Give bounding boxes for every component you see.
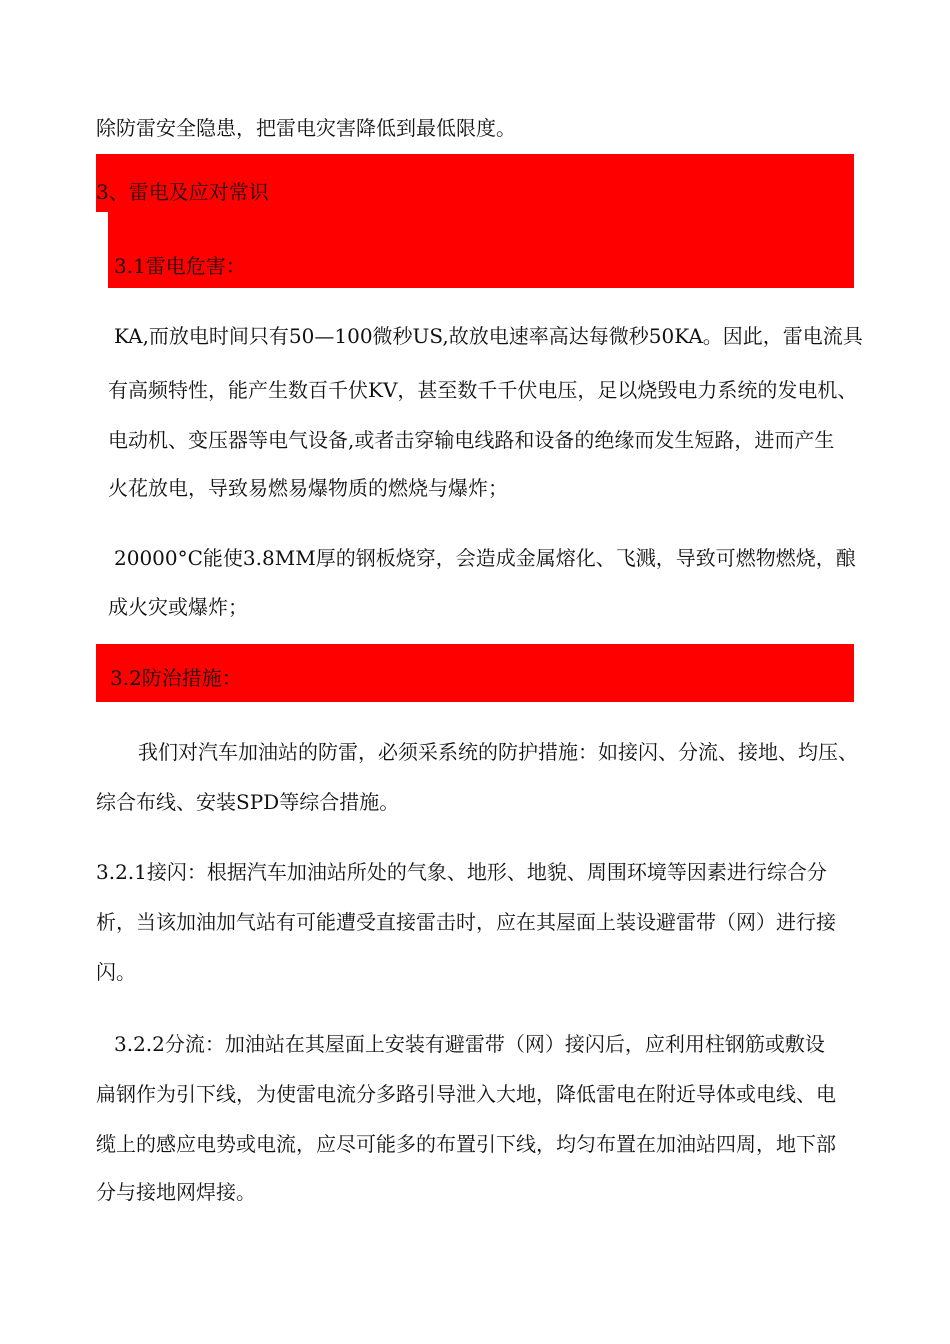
section-3-2-heading: 3.2防治措施：: [110, 666, 242, 690]
section-3-1-heading: 3.1雷电危害：: [114, 254, 246, 278]
section-3-heading: 3、雷电及应对常识: [96, 180, 269, 204]
item-3-2-2-line-3: 缆上的感应电势或电流，应尽可能多的布置引下线，均匀布置在加油站四周，地下部: [96, 1132, 836, 1156]
hazard-para-2-line-2: 成火灾或爆炸；: [108, 595, 248, 619]
item-3-2-1-line-2: 析，当该加油加气站有可能遭受直接雷击时，应在其屋面上装设避雷带（网）进行接: [96, 910, 836, 934]
hazard-para-1-line-3: 电动机、变压器等电气设备,或者击穿输电线路和设备的绝缘而发生短路，进而产生: [108, 428, 835, 452]
item-3-2-1-line-3: 闪。: [96, 960, 136, 984]
intro-tail: 除防雷安全隐患，把雷电灾害降低到最低限度。: [96, 116, 516, 140]
hazard-para-2-line-1: 20000°C能使3.8MM厚的钢板烧穿，会造成金属熔化、飞溅，导致可燃物燃烧，酿: [114, 546, 856, 570]
hazard-para-1-line-2: 有高频特性，能产生数百千伏KV，甚至数千千伏电压，足以烧毁电力系统的发电机、: [108, 378, 858, 402]
hazard-para-1-line-1: KA,而放电时间只有50—100微秒US,故放电速率高达每微秒50KA。因此，雷电流具: [114, 324, 863, 348]
measures-intro-line-2: 综合布线、安装SPD等综合措施。: [96, 790, 400, 814]
hazard-para-1-line-4: 火花放电，导致易燃易爆物质的燃烧与爆炸；: [108, 476, 508, 500]
measures-intro-line-1: 我们对汽车加油站的防雷，必须采系统的防护措施：如接闪、分流、接地、均压、: [138, 740, 858, 764]
item-3-2-2-line-4: 分与接地网焊接。: [96, 1180, 256, 1204]
item-3-2-1-line-1: 3.2.1接闪：根据汽车加油站所处的气象、地形、地貌、周围环境等因素进行综合分: [96, 860, 827, 884]
item-3-2-2-line-1: 3.2.2分流：加油站在其屋面上安装有避雷带（网）接闪后，应利用柱钢筋或敷设: [114, 1032, 825, 1056]
item-3-2-2-line-2: 扁钢作为引下线，为使雷电流分多路引导泄入大地，降低雷电在附近导体或电线、电: [96, 1082, 836, 1106]
